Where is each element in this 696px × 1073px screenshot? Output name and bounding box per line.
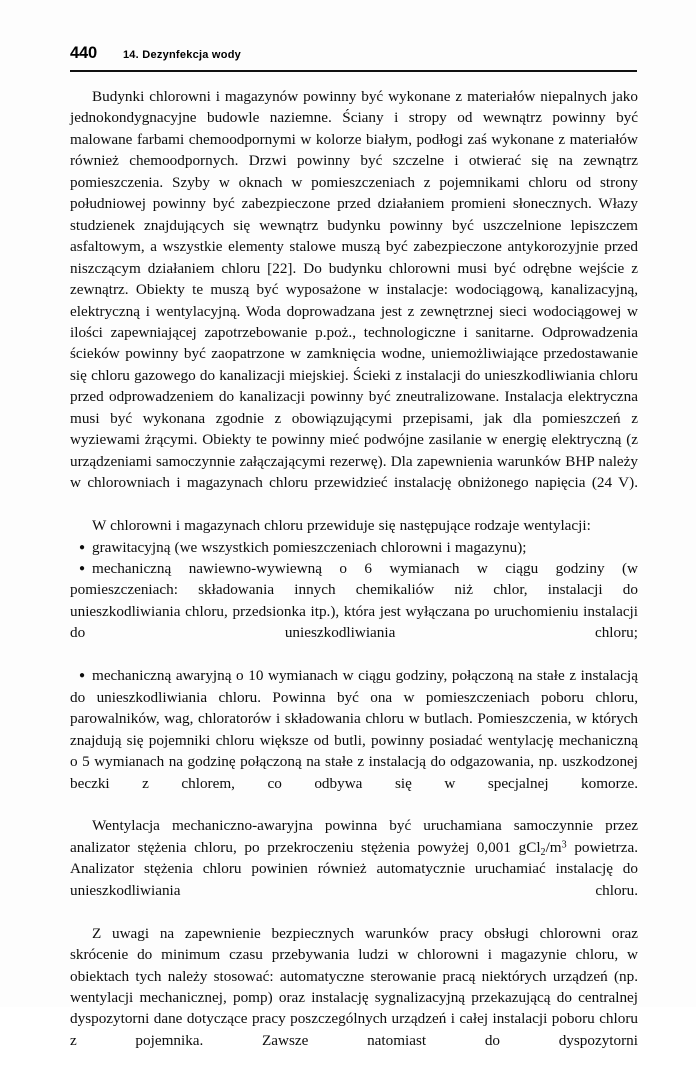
paragraph: Z uwagi na zapewnienie bezpiecznych warunków pracy obsługi chlorowni oraz skrócenie do minimum czasu przebywania ludzi w chlorowni i magazynie chloru, w obiektach tych należy stosować: automatyczne sterowanie pracą niektórych urządzeń (np. wentylacji mechanicznej, pomp) oraz instalację sygnalizacyjną przekazującą do centralnej dyspozytorni dane dotyczące pracy poszczególnych urządzeń i całej instalacji poboru chloru z pojemnika. Zawsze natomiast do dyspozytorni	[70, 924, 638, 1049]
bullet-icon	[70, 564, 92, 574]
header-rule	[70, 70, 637, 72]
page-number: 440	[70, 44, 97, 62]
body-text-block	[70, 86, 638, 1073]
list-item	[70, 665, 638, 815]
list-item	[70, 558, 638, 665]
chapter-running-title: 14. Dezynfekcja wody	[122, 49, 242, 61]
paragraph: Budynki chlorowni i magazynów powinny być wykonane z materiałów niepalnych jako jednokondygnacyjne budowle naziemne. Ściany i stropy od wewnątrz powinny być malowane farbami chemoodpornymi w kolorze białym, podłogi zaś wykonane z materiałów również chemoodpornych. Drzwi powinny być szczelne i otwierać się na zewnątrz pomieszczenia. Szyby w oknach w pomieszczeniach z pojemnikami chloru od strony południowej powinny być zabezpieczone przed działaniem promieni słonecznych. Włazy studzienek znajdujących się wewnątrz budynku powinny być uszczelnione lepiszczem asfaltowym, a wszystkie elementy stalowe muszą być zabezpieczone antykorozyjnie przed niszczącym działaniem chloru [22]. Do budynku chlorowni musi być odrębne wejście z zewnątrz. Obiekty te muszą być wyposażone w instalacje: wodociągową, kanalizacyjną, elektryczną i wentylacyjną. Woda doprowadzana jest z zewnętrznej sieci wodociągowej w ilości zapewniającej zapotrzebowanie p.poż., technologiczne i sanitarne. Odprowadzenia ścieków powinny być zaopatrzone w zamknięcia wodne, uniemożliwiające przedostawanie się chloru gazowego do kanalizacji miejskiej. Ścieki z instalacji do unieszkodliwiania chloru przed odprowadzeniem do kanalizacji powinny być zneutralizowane. Instalacja elektryczna musi być wykonana zgodnie z obowiązującymi przepisami, jak dla pomieszczeń z wyziewami żrącymi. Obiekty te powinny mieć podwójne zasilanie w energię elektryczną (z urządzeniami samoczynnie załączającymi rezerwę). Dla zapewnienia warunków BHP należy w chlorowniach i magazynach chloru przewidzieć instalację obniżonego napięcia (24 V).	[70, 88, 638, 492]
list-item-text: mechaniczną nawiewno-wywiewną o 6 wymianach w ciągu godziny (w pomieszczeniach: składowania innych chemikaliów niż chlor, instalacji do unieszkodliwiania chloru, przedsionka itp.), która jest wyłączana po uruchomieniu instalacji do unieszkodliwiania chloru;	[70, 559, 638, 642]
subscript-2: 2	[540, 846, 546, 858]
superscript-3: 3	[561, 839, 567, 851]
paragraph-with-formula	[70, 815, 638, 922]
list-item-text: grawitacyjną (we wszystkich pomieszczeniach chlorowni i magazynu);	[92, 538, 527, 556]
bullet-icon	[70, 671, 92, 681]
list-item	[70, 537, 638, 558]
paragraph: W chlorowni i magazynach chloru przewiduje się następujące rodzaje wentylacji:	[92, 517, 591, 535]
bullet-icon	[70, 543, 92, 553]
formula-segment-per: /m	[545, 838, 562, 856]
list-item-text: mechaniczną awaryjną o 10 wymianach w ciągu godziny, połączoną na stałe z instalacją do unieszkodliwiania chloru. Powinna być ona w pomieszczeniach poboru chloru, parowalników, wag, chloratorów i składowania chloru w butlach. Pomieszczenia, w których znajdują się pojemniki chloru większe od butli, powinny posiadać wentylację mechaniczną o 5 wymianach na godzinę połączoną na stałe z instalacją do odgazowania, np. uszkodzonej beczki z chlorem, co odbywa się w specjalnej komorze.	[70, 667, 638, 792]
formula-segment-lead: Wentylacja mechaniczno-awaryjna powinna być uruchamiana samoczynnie przez analizator stężenia chloru, po przekroczeniu stężenia powyżej 0,001 gCl	[70, 817, 638, 856]
running-head	[70, 44, 637, 70]
formula-segment-tail: powietrza. Analizator stężenia chloru powinien również automatycznie uruchamiać instalację do unieszkodliwiania chloru.	[70, 838, 638, 899]
